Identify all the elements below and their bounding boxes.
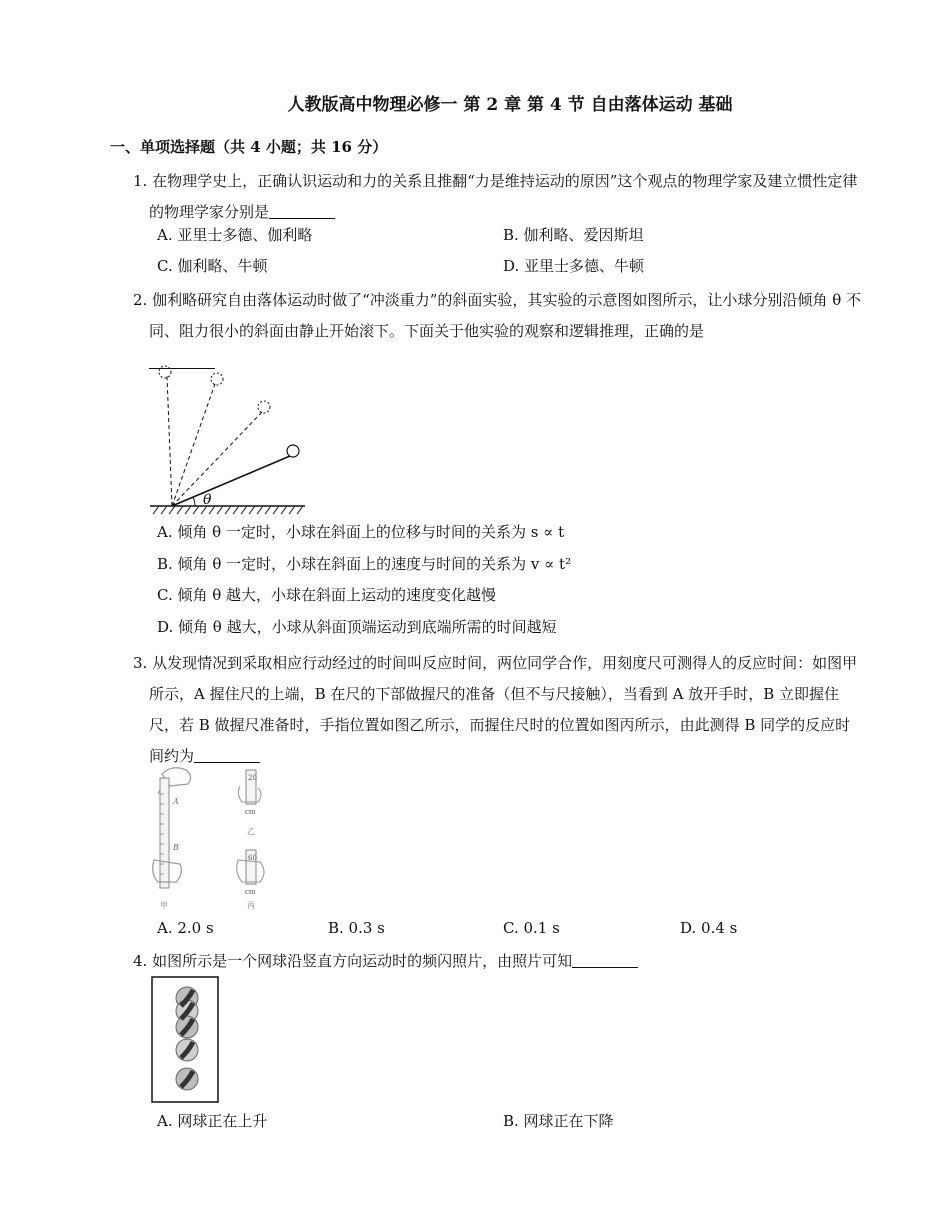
q3-option-a[interactable]: A. 2.0 s — [157, 919, 214, 937]
answer-blank-4 — [572, 951, 638, 968]
q1-option-d[interactable]: D. 亚里士多德、牛顿 — [503, 257, 645, 275]
q3-option-c[interactable]: C. 0.1 s — [503, 919, 560, 937]
label-20: 20 — [248, 774, 257, 782]
question-4-text: 4. 如图所示是一个网球沿竖直方向运动时的频闪照片，由照片可知 — [133, 952, 573, 970]
question-3 — [133, 648, 863, 772]
q3-option-d[interactable]: D. 0.4 s — [680, 919, 738, 937]
label-yi: 乙 — [247, 827, 255, 836]
q1-option-b[interactable]: B. 伽利略、爱因斯坦 — [503, 226, 644, 244]
strobe-photo-tennis-ball — [151, 976, 221, 1104]
label-jia: 甲 — [160, 901, 168, 910]
section-heading: 一、单项选择题（共 4 小题；共 16 分） — [110, 138, 388, 156]
answer-blank-1 — [269, 202, 335, 219]
question-4 — [133, 946, 863, 977]
q1-option-c[interactable]: C. 伽利略、牛顿 — [157, 257, 268, 275]
label-a: A — [173, 797, 179, 806]
reaction-time-figure — [150, 764, 300, 912]
question-1 — [133, 166, 863, 228]
q3-option-b[interactable]: B. 0.3 s — [328, 919, 385, 937]
answer-blank-3 — [194, 746, 260, 763]
question-3-text: 3. 从发现情况到采取相应行动经过的时间叫反应时间，两位同学合作，用刻度尺可测得人的反应时间：如图甲所示，A 握住尺的上端，B 在尺的下部做握尺的准备（但不与尺接触），当看到 A 放开手时，B 立即握住尺，若 B 做握尺准备时，手指位置如图乙所示，而握住尺时的位置如图丙所示，由此测得 B 同学的反应时间约为 — [133, 654, 858, 765]
q2-option-a[interactable]: A. 倾角 θ 一定时，小球在斜面上的位移与时间的关系为 s ∝ t — [157, 523, 565, 541]
q2-option-c[interactable]: C. 倾角 θ 越大，小球在斜面上运动的速度变化越慢 — [157, 586, 497, 604]
page-title: 人教版高中物理必修一 第 2 章 第 4 节 自由落体运动 基础 — [287, 95, 733, 115]
question-2-text: 2. 伽利略研究自由落体运动时做了“冲淡重力”的斜面实验，其实验的示意图如图所示，让小球分别沿倾角 θ 不同、阻力很小的斜面由静止开始滚下。下面关于他实验的观察和逻辑推理，正确的是 — [133, 291, 861, 340]
q1-option-a[interactable]: A. 亚里士多德、伽利略 — [157, 226, 313, 244]
theta-label: θ — [203, 492, 212, 508]
label-b: B — [173, 843, 179, 852]
q2-option-d[interactable]: D. 倾角 θ 越大，小球从斜面顶端运动到底端所需的时间越短 — [157, 618, 557, 636]
label-bing: 丙 — [247, 901, 255, 910]
q4-option-b[interactable]: B. 网球正在下降 — [503, 1112, 614, 1130]
incline-experiment-figure — [145, 362, 315, 520]
label-cm-1: cm — [245, 808, 256, 816]
label-60: 60 — [248, 854, 257, 862]
label-cm-2: cm — [245, 888, 256, 896]
question-1-text: 1. 在物理学史上，正确认识运动和力的关系且推翻“力是维持运动的原因”这个观点的物理学家及建立惯性定律的物理学家分别是 — [133, 172, 858, 221]
q2-option-b[interactable]: B. 倾角 θ 一定时，小球在斜面上的速度与时间的关系为 v ∝ t² — [157, 555, 572, 573]
q4-option-a[interactable]: A. 网球正在上升 — [157, 1112, 268, 1130]
